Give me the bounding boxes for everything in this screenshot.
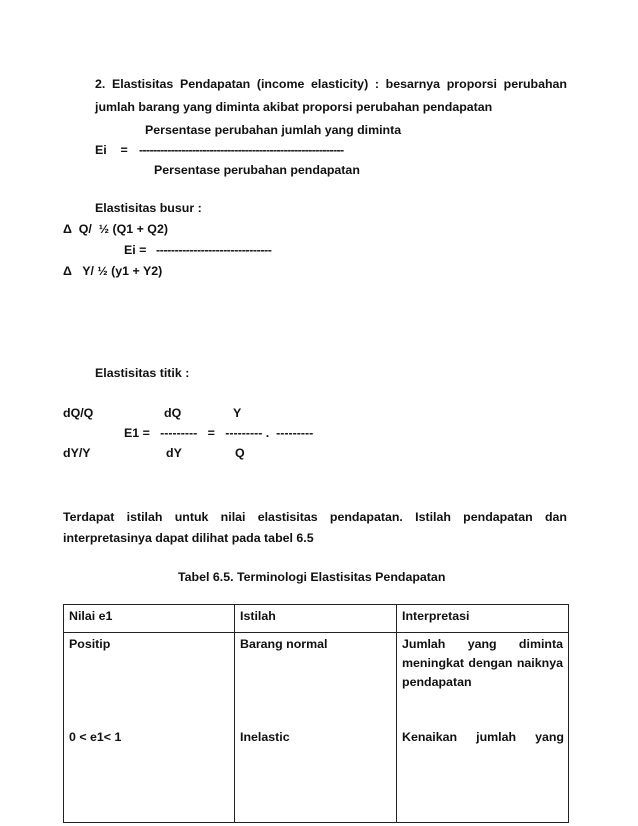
titik-den-left: dY/Y <box>63 446 91 460</box>
ei-numerator: Persentase perubahan jumlah yang diminta <box>145 123 402 137</box>
table-cell-nilai <box>64 633 235 823</box>
table-caption: Tabel 6.5. Terminologi Elastisitas Pendapatan <box>178 570 446 584</box>
section-heading-line1: 2. Elastisitas Pendapatan (income elasticity) : besarnya proporsi perubahan <box>95 77 567 91</box>
terminology-table <box>63 604 569 823</box>
header-istilah: Istilah <box>235 605 397 633</box>
interpretasi-row-2: Kenaikan jumlah yang <box>402 730 564 744</box>
nilai-row-2: 0 < e1< 1 <box>69 730 122 744</box>
busur-lhs: Ei = <box>124 243 147 257</box>
paragraph-line2: interpretasinya dapat dilihat pada tabel 6.5 <box>63 531 314 545</box>
titik-title: Elastisitas titik : <box>95 366 190 380</box>
titik-num-right: Y <box>233 406 242 420</box>
table-header-row <box>64 605 569 633</box>
paragraph-line1: Terdapat istilah untuk nilai elastisitas pendapatan. Istilah pendapatan dan <box>63 510 567 524</box>
titik-num-mid: dQ <box>164 406 182 420</box>
interpretasi-row-1: Jumlah yang diminta meningkat dengan naiknya pendapatan <box>402 637 563 689</box>
istilah-row-1: Barang normal <box>240 637 328 651</box>
header-interpretasi: Interpretasi <box>397 605 569 633</box>
titik-equation-line: E1 = --------- = --------- . --------- <box>124 426 314 440</box>
ei-denominator: Persentase perubahan pendapatan <box>154 163 360 177</box>
titik-num-left: dQ/Q <box>63 406 94 420</box>
busur-denominator: Δ Y/ ½ (y1 + Y2) <box>63 264 163 278</box>
titik-den-right: Q <box>235 446 245 460</box>
istilah-row-2: Inelastic <box>240 730 290 744</box>
header-nilai: Nilai e1 <box>64 605 235 633</box>
busur-fraction-bar: ------------------------------- <box>156 243 272 257</box>
busur-title: Elastisitas busur : <box>95 201 202 215</box>
table-cell-interpretasi <box>397 633 569 823</box>
table-cell-istilah <box>235 633 397 823</box>
ei-fraction-bar: ---------------------------------------------------------- <box>139 143 344 157</box>
section-heading-line2: jumlah barang yang diminta akibat proporsi perubahan pendapatan <box>95 100 493 114</box>
ei-lhs: Ei = <box>95 143 128 157</box>
nilai-row-1: Positip <box>69 637 111 651</box>
table-row <box>64 633 569 823</box>
titik-den-mid: dY <box>166 446 182 460</box>
busur-numerator: Δ Q/ ½ (Q1 + Q2) <box>63 222 168 236</box>
